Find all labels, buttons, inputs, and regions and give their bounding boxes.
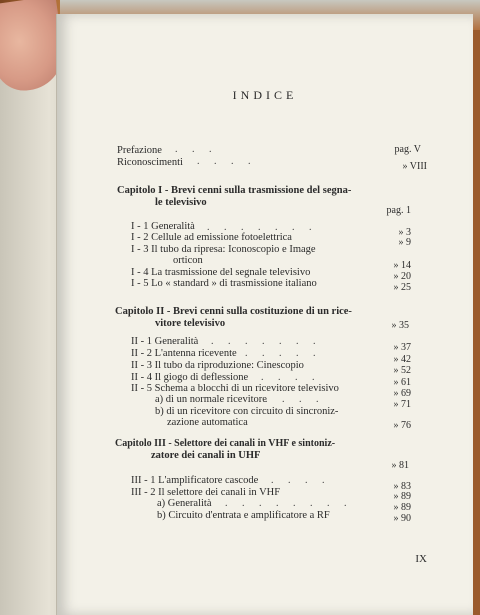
chapter-title-cont: zatore dei canali in UHF [151,450,261,461]
toc-entry: III - 1 L'amplificatore cascode [131,475,259,486]
toc-page: » 61 [393,377,411,388]
leader-dots: . . . . [197,156,257,167]
leader-dots: . . . . [261,372,321,383]
index-heading: INDICE [232,88,298,102]
toc-subentry: b) Circuito d'entrata e amplificatore a RF [157,510,330,521]
toc-page: » 89 [393,502,411,513]
toc-page: » 37 [393,342,411,353]
leader-dots: . . . . . . . . [225,498,353,509]
toc-page: pag. V [394,144,421,155]
toc-page: » 25 [393,282,411,293]
toc-page: » 90 [393,513,411,524]
chapter-title: Capitolo III - Selettore dei canali in VHF e sintoniz- [115,438,336,449]
toc-entry: III - 2 Il selettore dei canali in VHF [131,487,281,498]
toc-page: » 14 [393,260,411,271]
toc-entry: II - 1 Generalità [131,336,199,347]
toc-entry: I - 4 La trasmissione del segnale televisivo [131,267,311,278]
toc-page: » 81 [391,460,409,471]
toc-page: » 35 [391,320,409,331]
leader-dots: . . . . . . . [207,222,318,233]
toc-entry: I - 1 Generalità [131,221,195,232]
leader-dots: . . . . . [245,348,322,359]
chapter-title-cont: le televisivo [155,197,207,208]
toc-page: » 83 [393,481,411,492]
toc-entry: II - 5 Schema a blocchi di un ricevitore televisivo [131,383,339,394]
toc-page: » 89 [393,491,411,502]
toc-page: » 42 [393,354,411,365]
leader-dots: . . . . [265,394,325,405]
page-number: IX [415,553,427,565]
toc-entry: II - 4 Il giogo di deflessione [131,372,249,383]
toc-subentry-cont: zazione automatica [167,417,248,428]
toc-entry: I - 3 Il tubo da ripresa: Iconoscopio e Image [131,244,316,255]
leader-dots: . . . . . . . [211,336,322,347]
toc-page: » 9 [398,237,411,248]
toc-page: » 69 [393,388,411,399]
chapter-title-cont: vitore televisivo [155,318,226,329]
toc-entry-cont: orticon [173,255,203,266]
toc-entry: Prefazione [117,145,162,156]
leader-dots: . . . . [271,475,331,486]
leader-dots: . . . [175,144,218,155]
toc-subentry: a) Generalità [157,498,212,509]
toc-page: » 71 [393,399,411,410]
toc-subentry: a) di un normale ricevitore [155,394,267,405]
toc-page: » 3 [398,227,411,238]
book-page [56,14,473,615]
toc-page: » VIII [402,161,427,172]
chapter-title: Capitolo I - Brevi cenni sulla trasmissione del segna- [117,185,352,196]
toc-entry: I - 2 Cellule ad emissione fotoelettrica [131,232,292,243]
toc-page: pag. 1 [386,205,411,216]
toc-page: » 20 [393,271,411,282]
toc-entry: II - 3 Il tubo da riproduzione: Cinescopio [131,360,304,371]
chapter-title: Capitolo II - Brevi cenni sulla costituzione di un rice- [115,306,352,317]
toc-entry: I - 5 Lo « standard » di trasmissione italiano [131,278,317,289]
toc-entry: Riconoscimenti [117,157,183,168]
toc-page: » 76 [393,420,411,431]
toc-entry: II - 2 L'antenna ricevente [131,348,237,359]
toc-page: » 52 [393,365,411,376]
toc-subentry: b) di un ricevitore con circuito di sincroniz- [155,406,339,417]
